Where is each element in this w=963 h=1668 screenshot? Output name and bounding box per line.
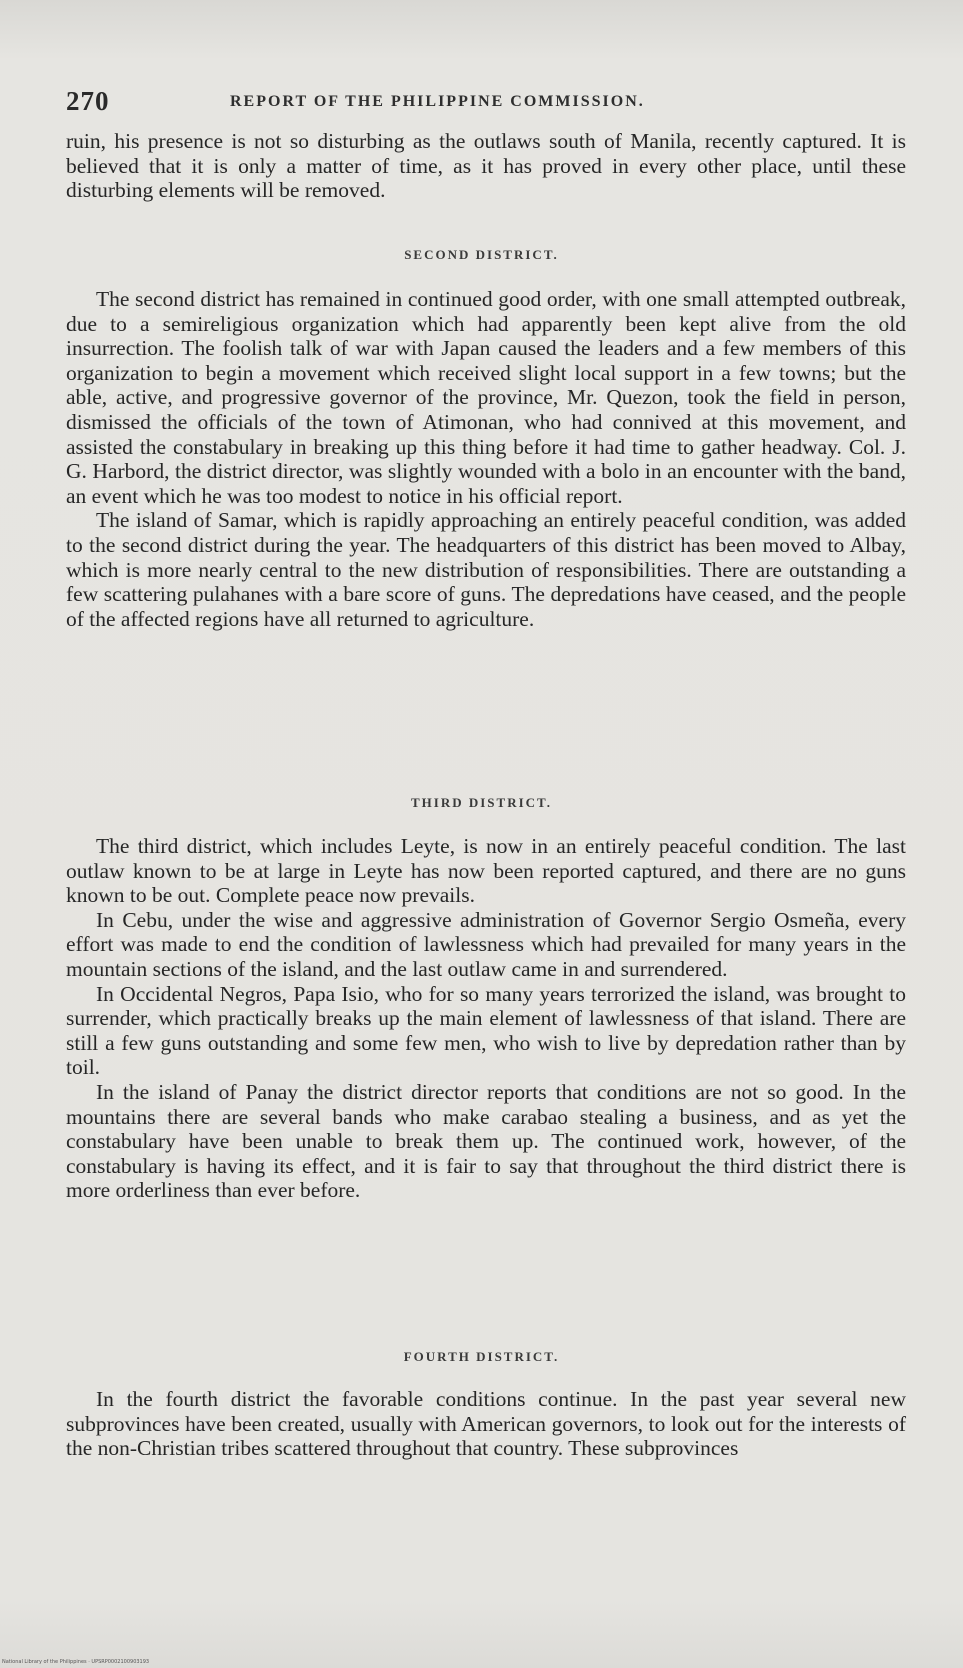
- intro-section: [66, 129, 906, 203]
- third-district-paragraph: In the island of Panay the district director reports that conditions are not so good. In the mountains there are several bands who make carabao stealing a business, and as yet the constabulary have been unable to break them up. The continued work, however, of the constabulary is having its effect, and it is fair to say that throughout the third district there is more orderliness than ever before.: [66, 1079, 906, 1203]
- running-head: REPORT OF THE PHILIPPINE COMMISSION.: [230, 93, 645, 110]
- third-district-heading: THIRD DISTRICT.: [410, 795, 552, 810]
- third-district-paragraph: In Occidental Negros, Papa Isio, who for so many years terrorized the island, was brought to surrender, which practically breaks up the main element of lawlessness of that island. There are still a few guns outstanding and some few men, who wish to live by depredation rather than by toil.: [66, 981, 906, 1080]
- second-district-section: [66, 287, 906, 631]
- fourth-district-section: [66, 1387, 906, 1461]
- second-district-paragraph: The island of Samar, which is rapidly approaching an entirely peaceful condition, was added to the second district during the year. The headquarters of this district has been moved to Albay, which is more nearly central to the new distribution of responsibilities. There are outstanding a few scattering pulahanes with a bare score of guns. The depredations have ceased, and the people of the affected regions have all returned to agriculture.: [66, 508, 906, 631]
- third-district-paragraph: In Cebu, under the wise and aggressive administration of Governor Sergio Osmeña, every effort was made to end the condition of lawlessness which had prevailed for many years in the mountain sections of the island, and the last outlaw came in and surrendered.: [66, 907, 906, 981]
- second-district-paragraph: The second district has remained in continued good order, with one small attempted outbreak, due to a semireligious organization which had apparently been kept alive from the old insurrection. The foolish talk of war with Japan caused the leaders and a few members of this organization to begin a movement which received slight local support in a few towns; but the able, active, and progressive governor of the province, Mr. Quezon, took the field in person, dismissed the officials of the town of Atimonan, who had connived at this movement, and assisted the constabulary in breaking up this thing before it had time to gather headway. Col. J. G. Harbord, the district director, was slightly wounded with a bolo in an encounter with the band, an event which he was too modest to notice in his official report.: [66, 287, 906, 508]
- third-district-paragraph: The third district, which includes Leyte, is now in an entirely peaceful condition. The last outlaw known to be at large in Leyte has now been reported captured, and there are no guns known to be out. Complete peace now prevails.: [66, 834, 906, 908]
- fourth-district-heading: FOURTH DISTRICT.: [403, 1349, 560, 1364]
- fourth-district-paragraph: In the fourth district the favorable conditions continue. In the past year several new subprovinces have been created, usually with American governors, to look out for the interests of the non-Christian tribes scattered throughout that country. These subprovinces: [66, 1387, 906, 1461]
- page-number: 270: [66, 86, 110, 116]
- third-district-section: [66, 834, 906, 1203]
- intro-paragraph: ruin, his presence is not so disturbing as the outlaws south of Manila, recently captured. It is believed that it is only a matter of time, as it has proved in every other place, until these disturbing elements will be removed.: [66, 129, 906, 203]
- scan-source-line: National Library of the Philippines · UPSRP0002100903193: [2, 1659, 150, 1665]
- second-district-heading: SECOND DISTRICT.: [404, 247, 559, 262]
